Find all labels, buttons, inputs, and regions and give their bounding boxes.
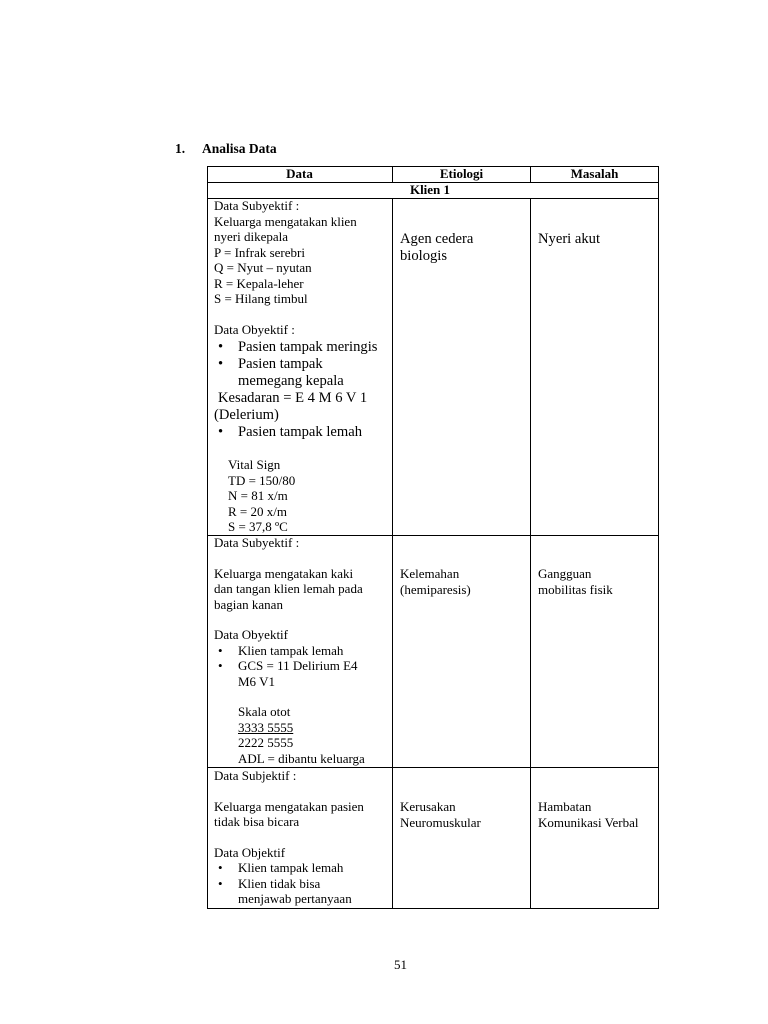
row2-data-cell [214,535,392,766]
list-item: • Pasien tampak [218,356,323,372]
row1-data-cell [214,198,392,535]
kesadaran-line: Kesadaran = E 4 M 6 V 1 [218,390,368,406]
skala-top: 3333 5555 [238,719,294,735]
row3-data-cell [214,768,392,907]
objective-label: Data Obyektif [214,627,289,642]
subjective-line: Keluarga mengatakan kaki [214,565,354,581]
list-item: • Klien tampak lemah [218,860,344,875]
header-masalah: Masalah [570,166,619,181]
bullet-icon: • [218,658,223,673]
section-heading [175,141,277,157]
group-label: Klien 1 [409,182,451,197]
section-number: 1. [175,141,186,156]
subjective-line: Keluarga mengatakan pasien [214,798,364,814]
subjective-line: dan tangan klien lemah pada [214,581,363,596]
header-etiologi: Etiologi [439,166,484,181]
section-title: Analisa Data [202,141,277,156]
adl-line: ADL = dibantu keluarga [238,750,365,766]
list-item-continuation: menjawab pertanyaan [238,891,352,906]
list-item: • Klien tampak lemah [218,642,344,658]
row1-masalah-cell [538,231,656,248]
table-border-right [658,166,659,909]
bullet-icon: • [218,424,224,440]
objective-label: Data Objektif [214,844,286,860]
skala-otot [214,704,392,751]
etiologi-line: Kerusakan [400,799,456,814]
row3-etiologi-cell [400,799,528,830]
vital-sign-line: TD = 150/80 [228,472,296,488]
column-divider [392,198,393,909]
subjective-line: P = Infrak serebri [214,244,305,260]
vital-sign-line: N = 81 x/m [228,488,288,503]
row2-masalah-cell [538,566,656,597]
vital-sign-label: Vital Sign [228,457,281,472]
row2-etiologi-cell [400,566,528,597]
kesadaran-line: (Delerium) [214,407,279,423]
masalah-line: mobilitas fisik [538,581,613,597]
bullet-icon: • [218,339,224,355]
subjective-line: nyeri dikepala [214,229,288,244]
analysis-table [207,166,659,909]
bullet-icon: • [218,642,223,658]
row3-masalah-cell [538,799,656,830]
subjective-line: S = Hilang timbul [214,291,308,306]
page-number: 51 [394,957,407,972]
objective-label: Data Obyektif : [214,321,295,337]
list-item-continuation: memegang kepala [238,373,344,389]
subjective-label: Data Subyektif : [214,535,300,550]
vital-sign-line: S = 37,8 ºC [228,519,288,534]
subjective-label: Data Subjektif : [214,768,297,783]
list-item: • Klien tidak bisa [218,875,321,891]
subjective-line: Keluarga mengatakan klien [214,213,357,229]
etiologi-line: (hemiparesis) [400,581,471,597]
masalah-line: Gangguan [538,566,592,581]
subjective-line: tidak bisa bicara [214,814,300,829]
bullet-icon: • [218,860,223,875]
vital-sign-line: R = 20 x/m [228,503,287,519]
subjective-line: R = Kepala-leher [214,275,304,291]
skala-label: Skala otot [238,704,291,719]
bullet-icon: • [218,875,223,891]
etiologi-line: biologis [400,248,448,264]
list-item: • Pasien tampak meringis [218,339,378,355]
list-item: • GCS = 11 Delirium E4 [218,658,358,673]
etiologi-line: Neuromuskular [400,814,481,830]
subjective-label: Data Subyektif : [214,198,300,213]
etiologi-line: Kelemahan [400,566,460,581]
column-divider [530,198,531,909]
masalah-line: Hambatan [538,799,592,814]
bullet-icon: • [218,356,224,372]
skala-bottom: 2222 5555 [238,735,294,750]
list-item-continuation: M6 V1 [238,673,275,689]
table-border-left [207,166,208,909]
etiologi-line: Agen cedera [400,231,474,247]
table-border-bottom [207,908,659,909]
row1-etiologi-cell [400,231,528,265]
list-item: • Pasien tampak lemah [218,424,363,440]
subjective-line: bagian kanan [214,596,283,612]
header-data: Data [286,166,313,181]
masalah-line: Nyeri akut [538,231,601,247]
subjective-line: Q = Nyut – nyutan [214,260,312,275]
masalah-line: Komunikasi Verbal [538,814,639,830]
